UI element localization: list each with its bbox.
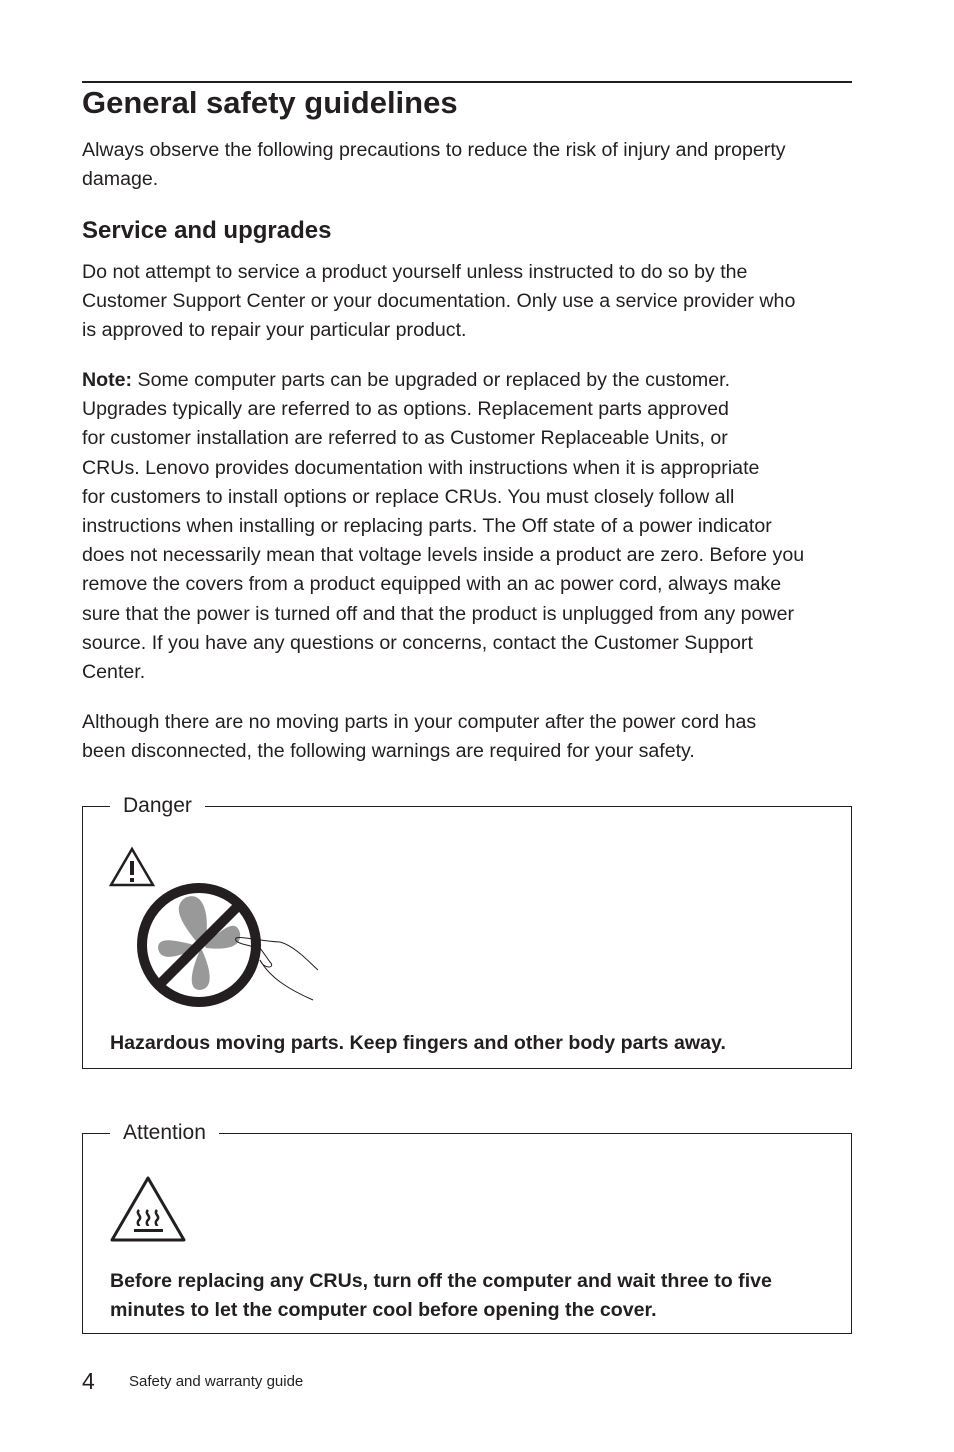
page-title: General safety guidelines: [82, 85, 458, 120]
text-line: Always observe the following precautions to reduce the risk of injury and property: [82, 139, 786, 161]
text-line: does not necessarily mean that voltage levels inside a product are zero. Before you: [82, 544, 805, 567]
text-line: sure that the power is turned off and that the product is unplugged from any power: [82, 602, 794, 625]
text-line: Do not attempt to service a product yourself unless instructed to do so by the: [82, 261, 748, 283]
text-line: Center.: [82, 661, 146, 684]
text-line: is approved to repair your particular product.: [82, 319, 467, 342]
note-line: Note: Some computer parts can be upgraded or replaced by the customer.: [82, 369, 731, 391]
text-line: CRUs. Lenovo provides documentation with instructions when it is appropriate: [82, 456, 760, 479]
text-line: for customer installation are referred to as Customer Replaceable Units, or: [82, 427, 728, 450]
text-line: Before replacing any CRUs, turn off the computer and wait three to five: [110, 1270, 772, 1292]
page-number: 4: [82, 1368, 95, 1394]
hot-surface-icon: [108, 1174, 188, 1244]
text-line: for customers to install options or replace CRUs. You must closely follow all: [82, 485, 735, 508]
text-line: damage.: [82, 168, 159, 191]
warning-intro-paragraph: [82, 708, 756, 766]
attention-text: [110, 1267, 772, 1324]
text-line: Although there are no moving parts in your computer after the power cord has: [82, 711, 757, 733]
title-rule: [82, 81, 852, 83]
section-heading: Service and upgrades: [82, 217, 332, 244]
danger-text: Hazardous moving parts. Keep fingers and other body parts away.: [110, 1032, 726, 1054]
text-line: been disconnected, the following warnings are required for your safety.: [82, 740, 695, 763]
note-label: Note:: [82, 369, 133, 391]
text-line: Customer Support Center or your documentation. Only use a service provider who: [82, 290, 796, 313]
guide-title: Safety and warranty guide: [129, 1373, 304, 1390]
attention-label: Attention: [110, 1120, 219, 1146]
text-line: instructions when installing or replacing parts. The Off state of a power indicator: [82, 515, 772, 538]
danger-label: Danger: [110, 793, 205, 819]
service-paragraph: [82, 258, 795, 346]
text-line: remove the covers from a product equipped with an ac power cord, always make: [82, 573, 782, 596]
text-line: Upgrades typically are referred to as options. Replacement parts approved: [82, 398, 729, 421]
intro-paragraph: [82, 136, 786, 194]
no-fan-hand-icon: [130, 878, 330, 1008]
note-paragraph: [82, 366, 804, 687]
text-line: source. If you have any questions or concerns, contact the Customer Support: [82, 631, 753, 654]
text-line: minutes to let the computer cool before opening the cover.: [110, 1298, 657, 1321]
